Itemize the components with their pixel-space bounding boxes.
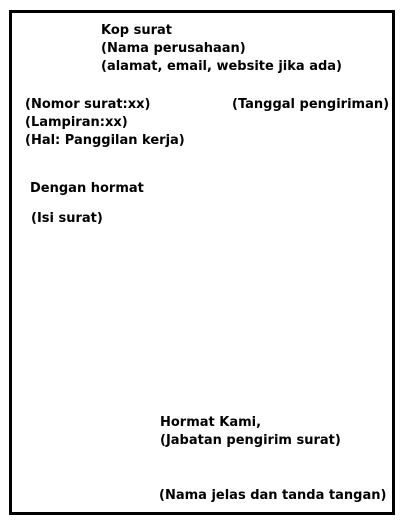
company-contact: (alamat, email, website jika ada) (101, 59, 342, 74)
greeting: Dengan hormat (30, 181, 144, 196)
company-name: (Nama perusahaan) (101, 41, 246, 56)
letter-attachment: (Lampiran:xx) (25, 115, 128, 130)
letterhead (101, 22, 342, 76)
signature: (Nama jelas dan tanda tangan) (159, 488, 387, 503)
send-date: (Tanggal pengiriman) (232, 97, 390, 112)
letterhead-title: Kop surat (101, 23, 172, 38)
letter-meta (25, 96, 185, 150)
closing-salutation: Hormat Kami, (160, 415, 262, 430)
letter-number: (Nomor surat:xx) (25, 97, 151, 112)
sender-position: (Jabatan pengirim surat) (160, 433, 341, 448)
letter-body: (Isi surat) (31, 211, 103, 226)
letter-subject: (Hal: Panggilan kerja) (25, 133, 185, 148)
closing-block (160, 414, 341, 450)
